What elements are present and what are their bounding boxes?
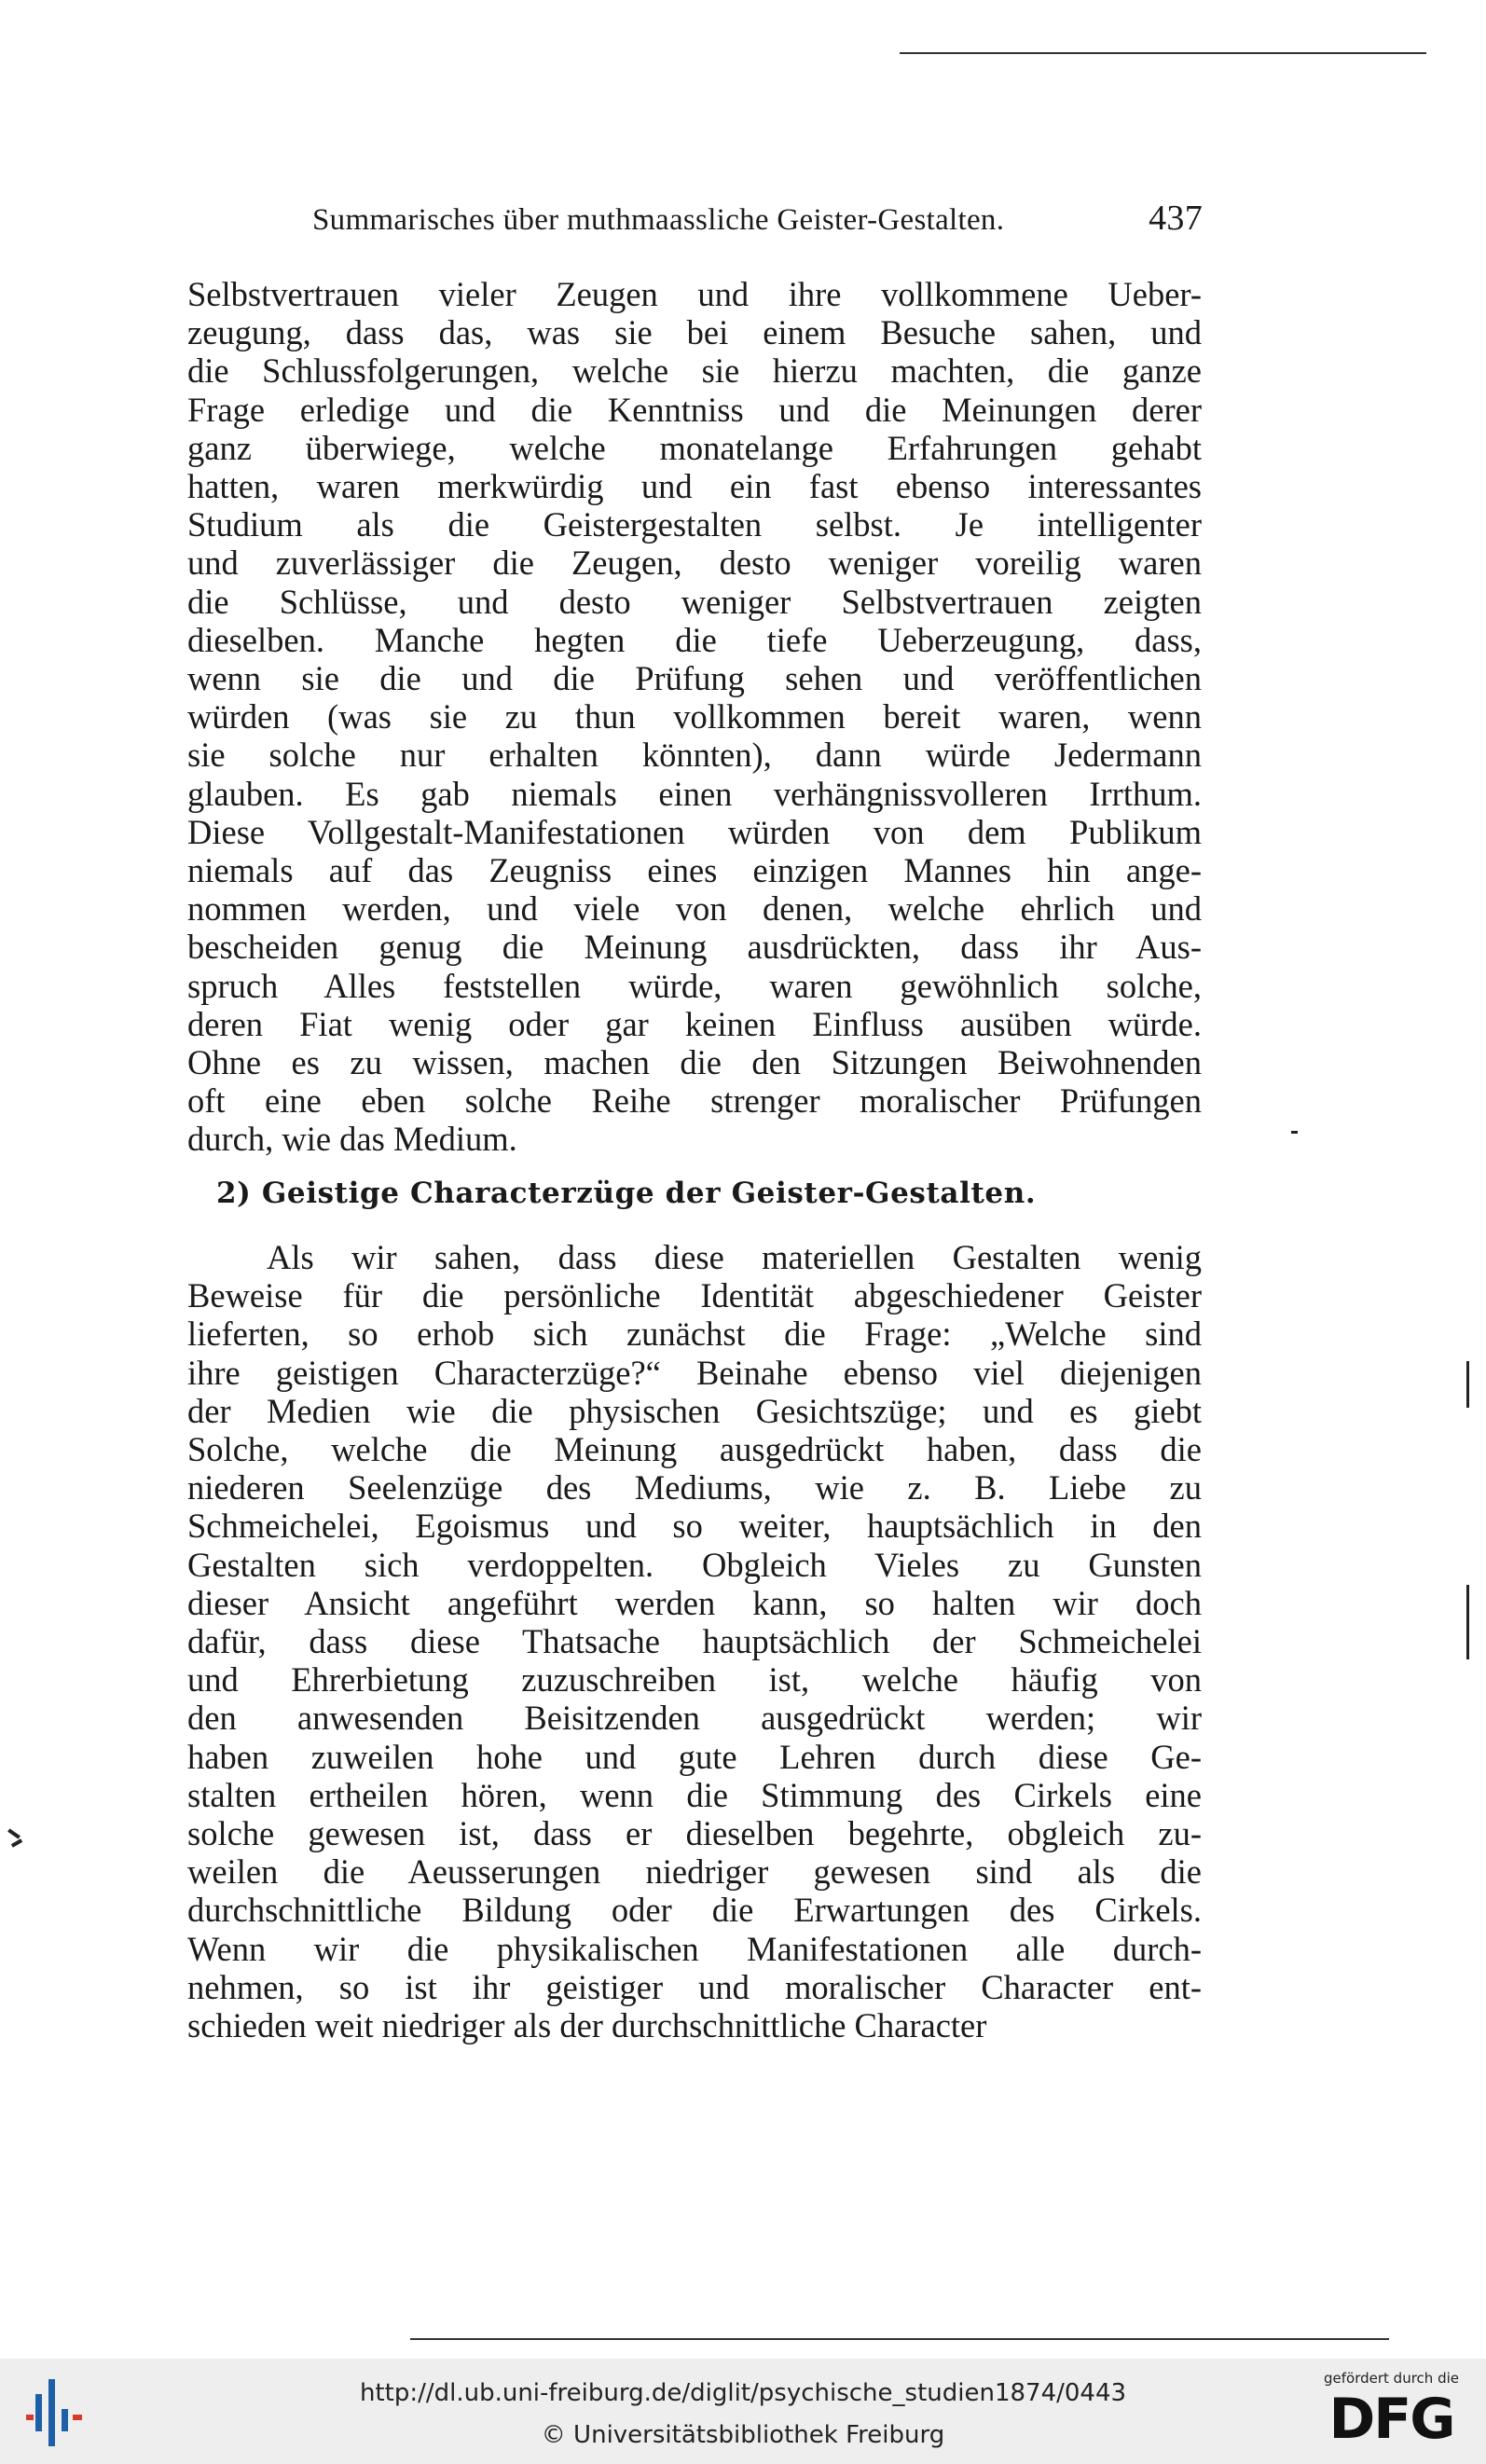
footer-copyright: © Universitätsbibliothek Freiburg (541, 2421, 945, 2449)
text-line: stalten ertheilen hören, wenn die Stimmung des Cirkels eine (187, 1775, 1202, 1814)
dfg-logo-text: DFG (1328, 2387, 1454, 2452)
text-line: haben zuweilen hohe und gute Lehren durch diese Ge- (187, 1737, 1202, 1776)
text-line: lieferten, so erhob sich zunächst die Frage: „Welche sind (187, 1315, 1202, 1354)
margin-mark (7, 1828, 21, 1838)
text-line: und Ehrerbietung zuzuschreiben ist, welche häufig von (187, 1660, 1202, 1700)
margin-mark (1291, 1131, 1298, 1134)
text-line: niemals auf das Zeugniss eines einzigen Mannes hin ange- (187, 851, 1202, 890)
paragraph-2 (187, 1238, 1202, 2044)
text-line: Frage erledige und die Kenntniss und die Meinungen derer (187, 390, 1202, 429)
dfg-tagline: gefördert durch die (1324, 2370, 1459, 2387)
text-line: den anwesenden Beisitzenden ausgedrückt werden; wir (187, 1699, 1202, 1738)
text-line: deren Fiat wenig oder gar keinen Einfluss ausüben würde. (187, 1004, 1202, 1043)
margin-mark (1466, 1585, 1469, 1659)
text-line: der Medien wie die physischen Gesichtszüge; und es giebt (187, 1391, 1202, 1430)
text-line: Diese Vollgestalt-Manifestationen würden von dem Publikum (187, 812, 1202, 851)
text-line: dieser Ansicht angeführt werden kann, so halten wir doch (187, 1583, 1202, 1622)
section-heading: 2) Geistige Characterzüge der Geister-Gestalten. (216, 1177, 1037, 1210)
text-line: spruch Alles feststellen würde, waren gewöhnlich solche, (187, 966, 1202, 1005)
text-line: Gestalten sich verdoppelten. Obgleich Vieles zu Gunsten (187, 1545, 1202, 1584)
text-line: weilen die Aeusserungen niedriger gewesen sind als die (187, 1852, 1202, 1892)
text-line: zeugung, dass das, was sie bei einem Besuche sahen, und (187, 313, 1202, 352)
text-line: Als wir sahen, dass diese materiellen Gestalten wenig (267, 1238, 1202, 1276)
text-line: ganz überwiege, welche monatelange Erfahrungen gehabt (187, 428, 1202, 467)
footer-bar (0, 2359, 1486, 2464)
text-line: hatten, waren merkwürdig und ein fast ebenso interessantes (187, 467, 1202, 506)
text-line: dieselben. Manche hegten die tiefe Ueberzeugung, dass, (187, 620, 1202, 659)
text-line: die Schlussfolgerungen, welche sie hierzu machten, die ganze (187, 351, 1202, 391)
dfg-logo-icon (1310, 2370, 1473, 2458)
text-line: oft eine eben solche Reihe strenger moralischer Prüfungen (187, 1081, 1202, 1121)
text-line: dafür, dass diese Thatsache hauptsächlich der Schmeichelei (187, 1622, 1202, 1661)
text-line: glauben. Es gab niemals einen verhängnissvolleren Irrthum. (187, 774, 1202, 813)
text-line: durchschnittliche Bildung oder die Erwartungen des Cirkels. (187, 1891, 1202, 1930)
running-title: Summarisches über muthmaassliche Geister-Gestalten. (312, 203, 1005, 237)
text-line: nommen werden, und viele von denen, welche ehrlich und (187, 889, 1202, 929)
running-header (312, 198, 1203, 244)
text-line: Wenn wir die physikalischen Manifestationen alle durch- (187, 1929, 1202, 1968)
page-number: 437 (1149, 199, 1203, 238)
footer-url-link[interactable]: http://dl.ub.uni-freiburg.de/diglit/psychische_studien1874/0443 (359, 2379, 1127, 2407)
text-line: Selbstvertrauen vieler Zeugen und ihre vollkommene Ueber- (187, 275, 1202, 313)
paragraph-1 (187, 275, 1202, 1159)
text-line: Solche, welche die Meinung ausgedrückt haben, dass die (187, 1430, 1202, 1469)
text-line: nehmen, so ist ihr geistiger und moralischer Character ent- (187, 1967, 1202, 2006)
text-line: Ohne es zu wissen, machen die den Sitzungen Beiwohnenden (187, 1043, 1202, 1082)
text-line: Schmeichelei, Egoismus und so weiter, hauptsächlich in den (187, 1507, 1202, 1546)
margin-mark (11, 1838, 22, 1847)
top-rule (900, 52, 1426, 54)
text-line: sie solche nur erhalten könnten), dann würde Jedermann (187, 736, 1202, 775)
text-line: die Schlüsse, und desto weniger Selbstvertrauen zeigten (187, 582, 1202, 621)
text-line: ihre geistigen Characterzüge?“ Beinahe ebenso viel diejenigen (187, 1353, 1202, 1392)
text-line: Beweise für die persönliche Identität abgeschiedener Geister (187, 1276, 1202, 1315)
text-line: würden (was sie zu thun vollkommen bereit waren, wenn (187, 697, 1202, 736)
bottom-rule (410, 2338, 1389, 2340)
text-line: bescheiden genug die Meinung ausdrückten, dass ihr Aus- (187, 928, 1202, 967)
text-line: wenn sie die und die Prüfung sehen und veröffentlichen (187, 659, 1202, 698)
text-line: schieden weit niedriger als der durchschnittliche Character (187, 2006, 987, 2045)
text-line: niederen Seelenzüge des Mediums, wie z. B. Liebe zu (187, 1468, 1202, 1507)
text-line: und zuverlässiger die Zeugen, desto weniger voreilig waren (187, 544, 1202, 583)
text-line: Studium als die Geistergestalten selbst. Je intelligenter (187, 505, 1202, 544)
margin-mark (1466, 1361, 1469, 1408)
text-line: durch, wie das Medium. (187, 1120, 517, 1159)
text-line: solche gewesen ist, dass er dieselben begehrte, obgleich zu- (187, 1814, 1202, 1853)
